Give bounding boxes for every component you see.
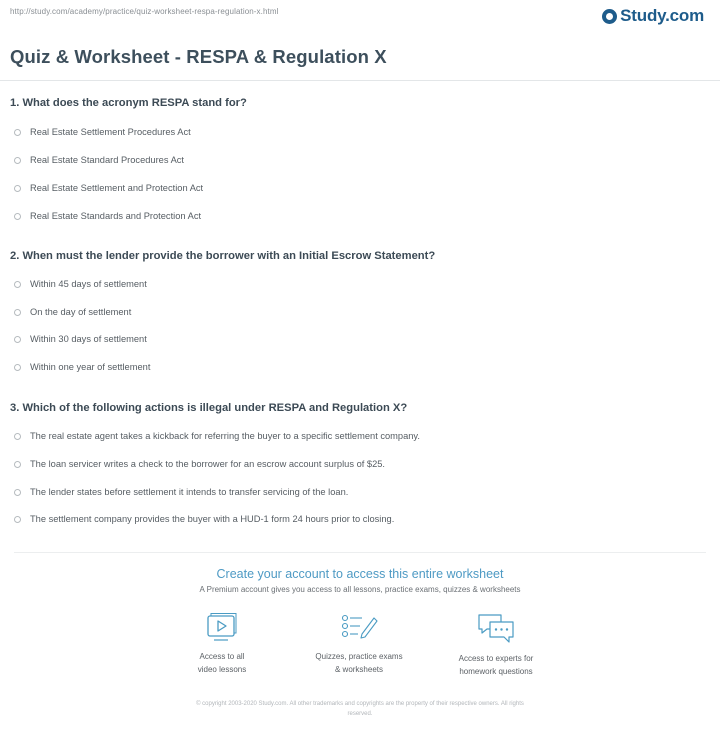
option-label: Within one year of settlement — [30, 362, 151, 372]
question-1-option-1[interactable] — [14, 127, 191, 137]
radio-button[interactable] — [14, 129, 21, 136]
option-label: The settlement company provides the buyer with a HUD-1 form 24 hours prior to closing. — [30, 514, 395, 524]
radio-button[interactable] — [14, 281, 21, 288]
header-bar — [0, 0, 720, 40]
option-label: Real Estate Standard Procedures Act — [30, 155, 185, 165]
page-url: http://study.com/academy/practice/quiz-worksheet-respa-regulation-x.html — [10, 7, 279, 16]
radio-button[interactable] — [14, 433, 21, 440]
study-logo[interactable] — [602, 6, 704, 26]
radio-button[interactable] — [14, 461, 21, 468]
video-lessons-icon — [205, 612, 239, 642]
question-3-option-4[interactable] — [14, 514, 394, 524]
question-1-option-4[interactable] — [14, 211, 201, 221]
option-label: On the day of settlement — [30, 307, 132, 317]
option-label: The lender states before settlement it intends to transfer servicing of the loan. — [30, 487, 349, 497]
copyright-footer: © copyright 2003-2020 Study.com. All other trademarks and copyrights are the property of their respective owners. All rights reserved. — [196, 701, 524, 717]
radio-button[interactable] — [14, 489, 21, 496]
feature-expert-help — [411, 612, 581, 678]
question-2-option-2[interactable] — [14, 307, 131, 317]
page-title: Quiz & Worksheet - RESPA & Regulation X — [10, 46, 387, 67]
option-label: Within 45 days of settlement — [30, 279, 147, 289]
radio-button[interactable] — [14, 185, 21, 192]
promo-divider — [14, 552, 706, 553]
title-divider — [0, 80, 720, 81]
option-label: The loan servicer writes a check to the borrower for an escrow account surplus of $25. — [30, 459, 385, 469]
feature-label: Quizzes, practice exams & worksheets — [315, 652, 403, 674]
promo-headline[interactable]: Create your account to access this entire worksheet — [216, 567, 504, 581]
radio-button[interactable] — [14, 157, 21, 164]
radio-button[interactable] — [14, 336, 21, 343]
option-label: The real estate agent takes a kickback for referring the buyer to a specific settlement company. — [30, 431, 420, 441]
promo-subline: A Premium account gives you access to all lessons, practice exams, quizzes & worksheets — [199, 585, 521, 594]
option-label: Real Estate Settlement Procedures Act — [30, 127, 191, 137]
quiz-worksheet-icon — [340, 612, 378, 642]
feature-label: Access to all video lessons — [197, 652, 247, 674]
question-2-option-3[interactable] — [14, 334, 147, 344]
question-1-option-2[interactable] — [14, 155, 184, 165]
feature-label: Access to experts for homework questions — [458, 654, 534, 676]
study-logo-icon — [602, 9, 617, 24]
radio-button[interactable] — [14, 364, 21, 371]
radio-button[interactable] — [14, 309, 21, 316]
question-3-option-1[interactable] — [14, 431, 420, 441]
question-1-option-3[interactable] — [14, 183, 203, 193]
logo-text: Study.com — [620, 6, 704, 25]
question-2: 2. When must the lender provide the borrower with an Initial Escrow Statement? — [10, 250, 436, 262]
question-2-option-4[interactable] — [14, 362, 150, 372]
option-label: Real Estate Standards and Protection Act — [30, 211, 202, 221]
option-label: Real Estate Settlement and Protection Act — [30, 183, 204, 193]
option-label: Within 30 days of settlement — [30, 334, 147, 344]
expert-chat-icon — [476, 612, 516, 644]
question-3-option-2[interactable] — [14, 459, 385, 469]
question-3: 3. Which of the following actions is illegal under RESPA and Regulation X? — [10, 402, 408, 414]
question-1: 1. What does the acronym RESPA stand for? — [10, 97, 247, 109]
radio-button[interactable] — [14, 213, 21, 220]
question-2-option-1[interactable] — [14, 279, 147, 289]
radio-button[interactable] — [14, 516, 21, 523]
question-3-option-3[interactable] — [14, 487, 348, 497]
